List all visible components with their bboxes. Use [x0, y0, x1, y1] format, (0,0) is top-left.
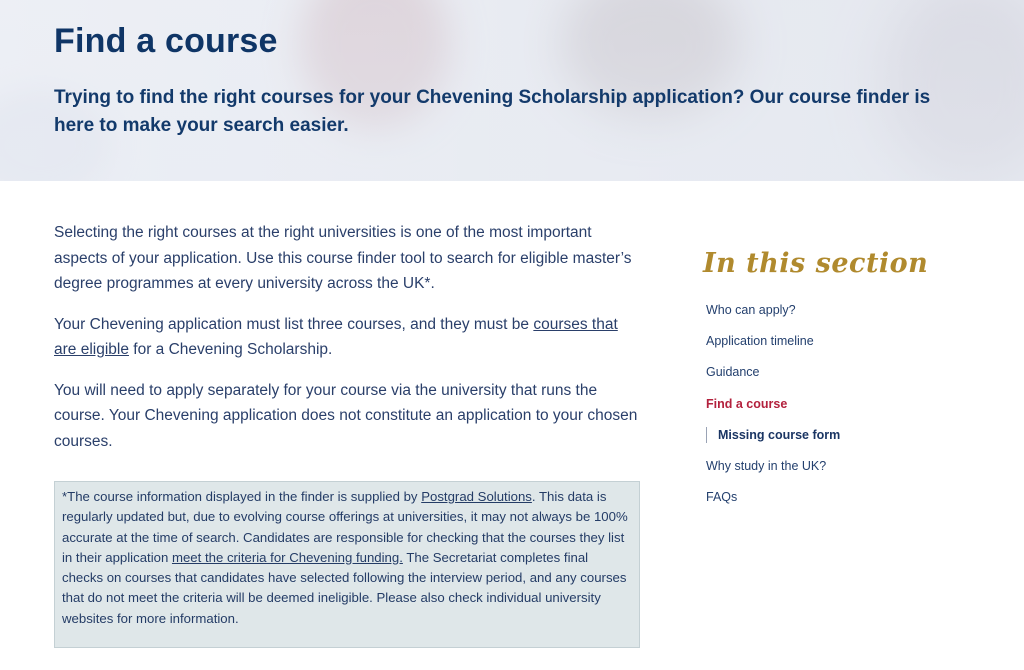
note-text: *The course information displayed in the finder is supplied by	[62, 489, 422, 504]
intro-paragraph: Selecting the right courses at the right universities is one of the most important aspects of your application. Use this course finder tool to search for eligible master’s degree programmes at every university across the UK*.	[54, 224, 632, 292]
nav-item-guidance[interactable]: Guidance	[706, 365, 760, 380]
page-title: Find a course	[54, 22, 278, 60]
main-content	[54, 220, 644, 469]
hero-banner	[0, 0, 1024, 181]
nav-item-find-a-course[interactable]: Find a course	[706, 396, 788, 411]
apply-separately-paragraph: You will need to apply separately for your course via the university that runs the course. Your Chevening application does not constitute an application to your chosen courses.	[54, 381, 638, 450]
page-subtitle: Trying to find the right courses for your Chevening Scholarship application? Our course finder is here to make your search easier.	[54, 87, 931, 136]
nav-item-who-can-apply[interactable]: Who can apply?	[706, 303, 796, 317]
postgrad-solutions-link[interactable]: Postgrad Solutions	[421, 489, 532, 504]
note-text-2: . This data is regularly updated but, due to evolving course offerings at universities, it may not always be 100% accurate at the time of search. Candidates are responsible for checking that the courses they list in their application	[62, 489, 628, 565]
disclaimer-note	[54, 481, 640, 648]
section-nav	[706, 300, 986, 518]
nav-item-why-study-uk[interactable]: Why study in the UK?	[706, 458, 827, 473]
funding-criteria-link[interactable]: meet the criteria for Chevening funding.	[171, 549, 403, 565]
nav-item-faqs[interactable]: FAQs	[706, 490, 738, 505]
section-nav-title: In this section	[703, 248, 929, 279]
requirements-paragraph	[54, 312, 644, 363]
requirements-text-end: for a Chevening Scholarship.	[128, 341, 333, 358]
requirements-text: Your Chevening application must list three courses, and they must be	[54, 315, 534, 333]
nav-item-application-timeline[interactable]: Application timeline	[706, 334, 814, 349]
note-text-3: The Secretariat completes final checks on courses that candidates have selected following the interview period, and any courses that do not meet the criteria will be deemed ineligible. Please also check individual university websites for more information.	[62, 549, 627, 626]
eligible-courses-link[interactable]: courses that are eligible	[54, 315, 618, 358]
nav-item-missing-course-form[interactable]: Missing course form	[706, 425, 986, 456]
